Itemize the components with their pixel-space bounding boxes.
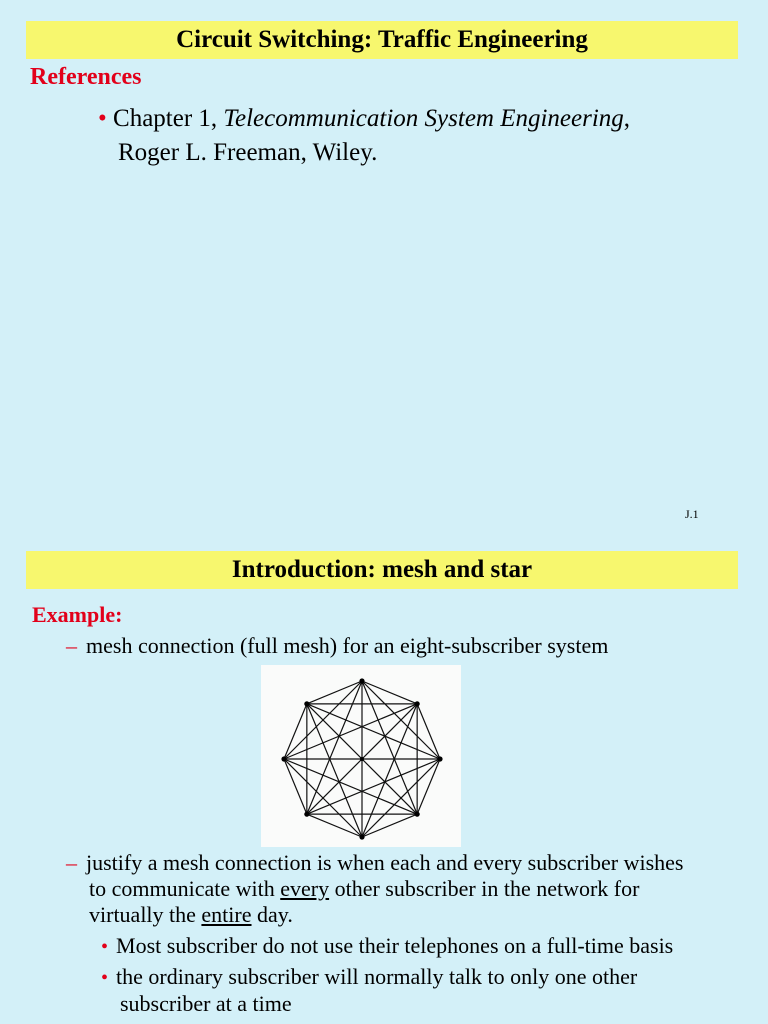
list-item-line1: justify a mesh connection is when each and every subscriber wishes	[86, 850, 684, 875]
mesh-node	[415, 701, 420, 706]
reference-author: Roger L. Freeman, Wiley.	[118, 139, 378, 166]
slide-title-text: Circuit Switching: Traffic Engineering	[176, 26, 588, 53]
mesh-center-crossing	[360, 757, 364, 761]
mesh-node	[304, 812, 309, 817]
list-item-line3	[66, 902, 746, 928]
text-span: other subscriber in the network for	[329, 876, 640, 901]
sub-item-text-line2: subscriber at a time	[120, 991, 292, 1016]
mesh-node	[359, 678, 364, 683]
slide-introduction	[0, 540, 768, 1024]
mesh-node	[281, 756, 286, 761]
slide-number: J.1	[685, 507, 699, 521]
list-item-line2	[66, 876, 746, 902]
mesh-diagram	[261, 665, 461, 847]
full-mesh-icon	[261, 665, 461, 847]
text-span: day.	[251, 902, 293, 927]
dash-icon: –	[66, 850, 77, 875]
bullet-icon: •	[101, 967, 109, 989]
sub-list-item	[101, 933, 741, 960]
reference-book-title: Telecommunication System Engineering	[223, 105, 624, 132]
sub-item-text: the ordinary subscriber will normally talk to only one other	[116, 964, 638, 989]
mesh-node	[359, 834, 364, 839]
slide-title	[26, 21, 738, 59]
bullet-icon: •	[101, 936, 109, 958]
text-span: to communicate with	[89, 876, 281, 901]
sub-item-text: Most subscriber do not use their telephones on a full-time basis	[116, 933, 674, 958]
list-item	[66, 850, 746, 928]
list-item-text: mesh connection (full mesh) for an eight-subscriber system	[86, 633, 609, 658]
underlined-entire: entire	[201, 902, 252, 927]
reference-comma: ,	[623, 105, 631, 132]
slide-title-text: Introduction: mesh and star	[231, 556, 533, 583]
reference-item	[98, 102, 738, 170]
text-span: virtually the	[89, 902, 202, 927]
list-item	[66, 633, 608, 659]
dash-icon: –	[66, 633, 77, 658]
mesh-node	[304, 701, 309, 706]
mesh-node	[415, 812, 420, 817]
sub-list-item	[101, 964, 741, 1017]
mesh-node	[437, 756, 442, 761]
references-heading: References	[30, 64, 142, 90]
underlined-every: every	[280, 876, 330, 901]
bullet-icon: •	[98, 105, 107, 132]
reference-prefix: Chapter 1,	[113, 105, 224, 132]
example-heading: Example:	[32, 602, 123, 627]
slide-title	[26, 551, 738, 589]
